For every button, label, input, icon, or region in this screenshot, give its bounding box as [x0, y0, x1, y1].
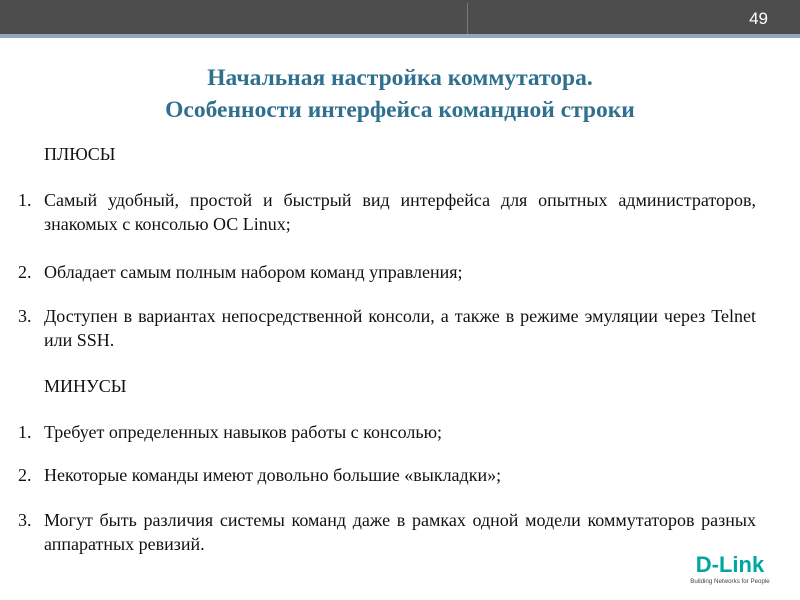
slide-title-line-1: Начальная настройка коммутатора. — [207, 65, 593, 91]
list-text: Обладает самым полным набором команд управления; — [44, 262, 463, 282]
list-text: Могут быть различия системы команд даже в рамках одной модели коммутаторов разных аппаратных ревизий. — [44, 510, 756, 554]
slide-number: 49 — [749, 9, 768, 28]
list-number: 1. — [18, 422, 32, 442]
list-text: Некоторые команды имеют довольно большие «выкладки»; — [44, 465, 502, 485]
logo-tagline: Building Networks for People — [690, 578, 770, 585]
top-bar-divider — [467, 3, 468, 34]
pros-heading: ПЛЮСЫ — [44, 144, 116, 164]
dlink-logo — [676, 550, 784, 586]
top-bar — [0, 0, 800, 34]
accent-stripe — [0, 34, 800, 38]
slide-title — [0, 62, 800, 126]
list-number: 2. — [18, 465, 32, 485]
list-number: 3. — [18, 306, 32, 326]
list-text: Доступен в вариантах непосредственной консоли, а также в режиме эмуляции через Telnet или SSH. — [44, 306, 756, 350]
list-text: Требует определенных навыков работы с консолью; — [44, 422, 443, 442]
cons-heading: МИНУСЫ — [44, 376, 127, 396]
list-number: 3. — [18, 510, 32, 530]
list-number: 1. — [18, 190, 32, 210]
slide-title-line-2: Особенности интерфейса командной строки — [165, 97, 635, 123]
list-number: 2. — [18, 262, 32, 282]
list-text: Самый удобный, простой и быстрый вид интерфейса для опытных администраторов, знакомых с консолью ОС Linux; — [44, 190, 756, 234]
logo-brand: D-Link — [695, 552, 765, 577]
